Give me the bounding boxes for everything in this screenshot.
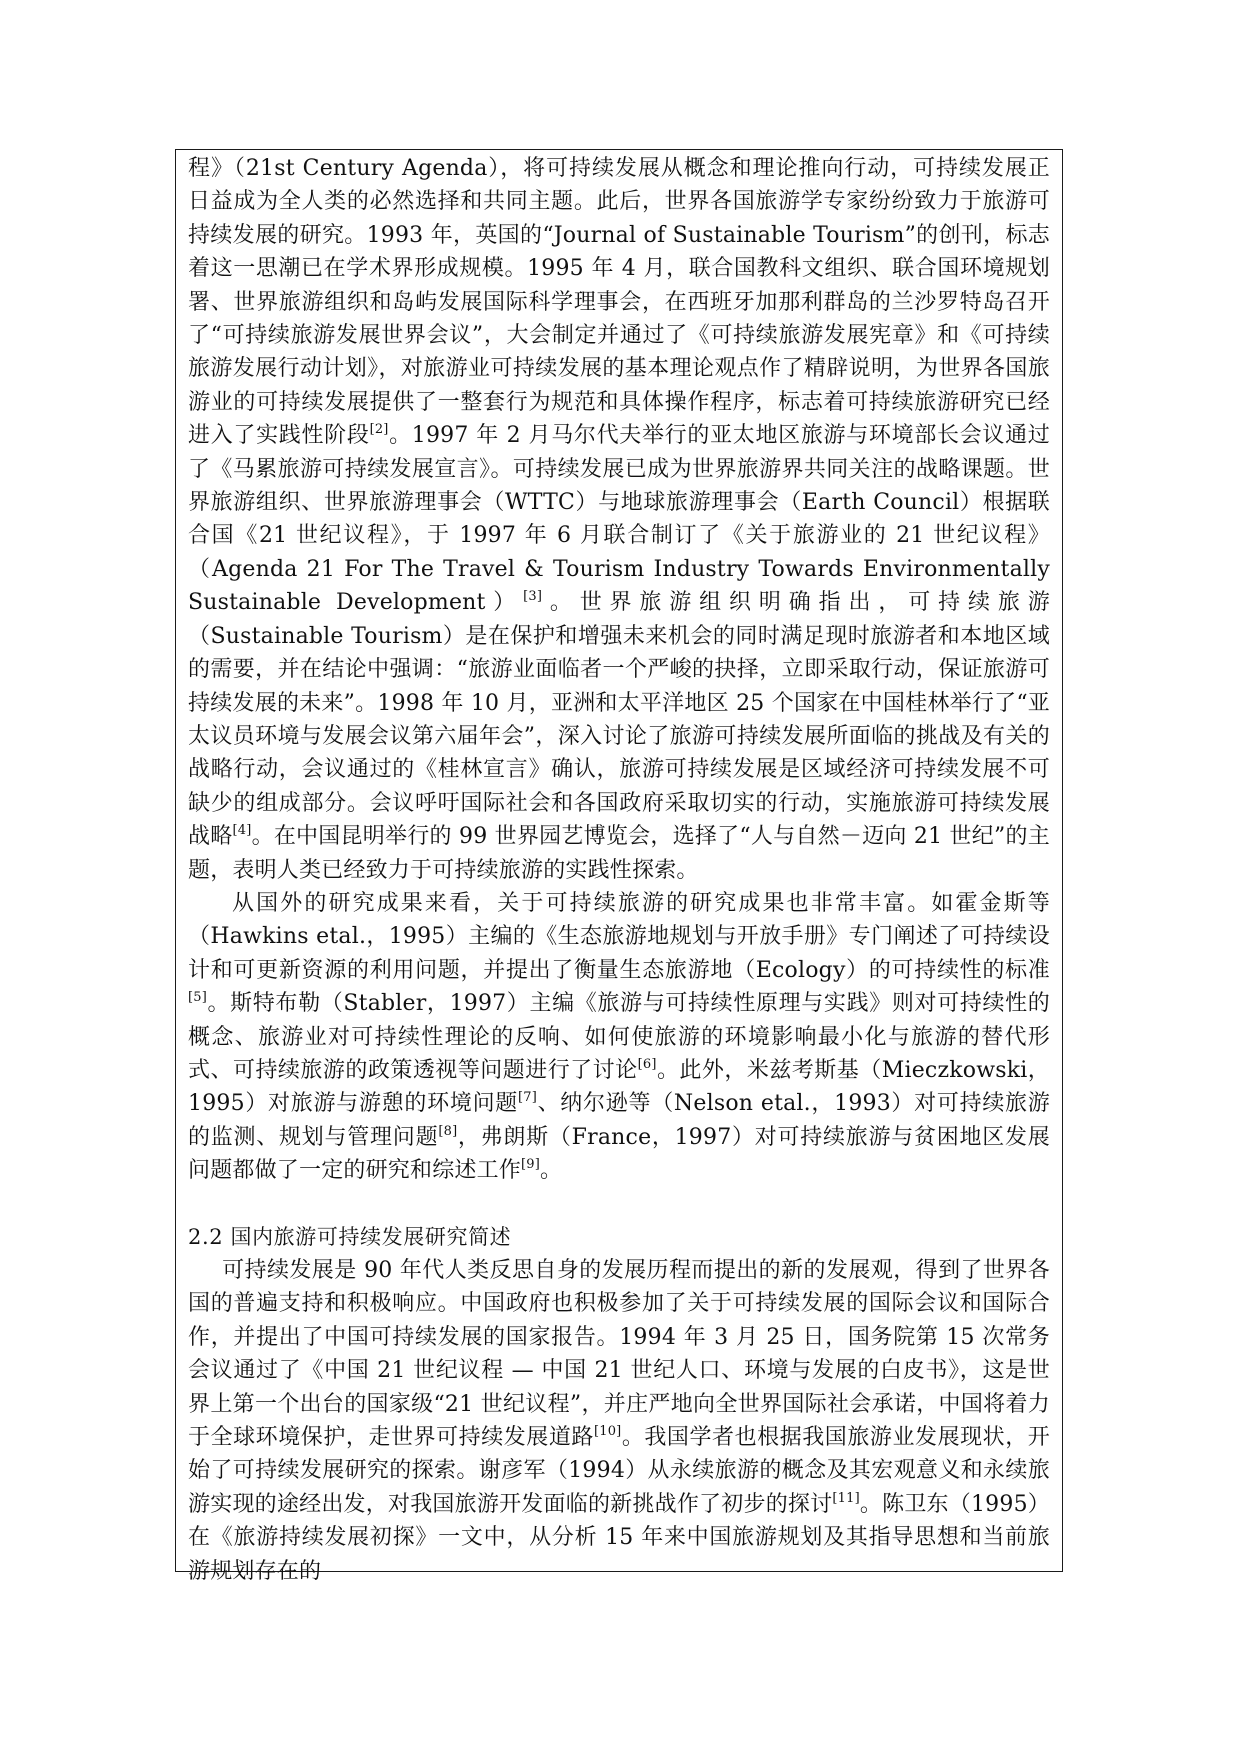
citation-ref: [9] [521, 1157, 541, 1173]
text-segment: ，弗朗斯（France，1997）对可持续旅游与贫困地区发展问题都做了一定的研究和综述工作 [188, 1124, 1050, 1184]
citation-ref: [6] [637, 1056, 657, 1072]
citation-ref: [10] [593, 1424, 622, 1440]
text-segment: 可持续发展是 90 年代人类反思自身的发展历程而提出的新的发展观，得到了世界各国的普遍支持和积极响应。中国政府也积极参加了关于可持续发展的国际会议和国际合作，并提出了中国可持续发展的国家报告。1994 年 3 月 25 日，国务院第 15 次常务会议通过了《中国 21 世纪议程 — 中国 21 世纪人口、环境与发展的白皮书》，这是世界上第一个出台的国家级“21 世纪议程”，并庄严地向全世界国际社会承诺，中国将着力于全球环境保护，走世界可持续发展道路 [188, 1258, 1050, 1451]
text-segment: 从国外的研究成果来看，关于可持续旅游的研究成果也非常丰富。如霍金斯等（Hawkins etal.，1995）主编的《生态旅游地规划与开放手册》专门阐述了可持续设计和可更新资源的利用问题，并提出了衡量生态旅游地（Ecology）的可持续性的标准 [188, 890, 1050, 983]
paragraph-foreign-research [188, 887, 1050, 1188]
text-segment: 。此外，米兹考斯基（Mieczkowski，1995）对旅游与游憩的环境问题 [188, 1057, 1050, 1117]
text-segment: 。我国学者也根据我国旅游业发展现状，开始了可持续发展研究的探索。谢彦军（1994）从永续旅游的概念及其宏观意义和永续旅游实现的途经出发，对我国旅游开发面临的新挑战作了初步的探讨 [188, 1425, 1050, 1517]
document-body [188, 152, 1050, 1588]
paragraph-international-history [188, 152, 1050, 887]
citation-ref: [7] [518, 1090, 538, 1106]
text-segment: 。陈卫东（1995）在《旅游持续发展初探》一文中，从分析 15 年来中国旅游规划及其指导思想和当前旅游规划存在的 [188, 1491, 1050, 1584]
citation-ref: [4] [232, 823, 252, 839]
citation-ref: [2] [369, 422, 389, 438]
citation-ref: [8] [438, 1123, 458, 1139]
text-segment: 。斯特布勒（Stabler，1997）主编《旅游与可持续性原理与实践》则对可持续性的概念、旅游业对可持续性理论的反响、如何使旅游的环境影响最小化与旅游的替代形式、可持续旅游的政策透视等问题进行了讨论 [188, 991, 1050, 1083]
citation-ref: [11] [832, 1490, 860, 1506]
text-segment: 。1997 年 2 月马尔代夫举行的亚太地区旅游与环境部长会议通过了《马累旅游可持续发展宣言》。可持续发展已成为世界旅游界共同关注的战略课题。世界旅游组织、世界旅游理事会（WTTC）与地球旅游理事会（Earth Council）根据联合国《21 世纪议程》，于 1997 年 6 月联合制订了《关于旅游业的 21 世纪议程》（Agenda 21 For The Travel & Tourism Industry Towards Environmentally Sustainable Development） [188, 423, 1050, 616]
text-segment: 程》（21st Century Agenda），将可持续发展从概念和理论推向行动，可持续发展正日益成为全人类的必然选择和共同主题。此后，世界各国旅游学专家纷纷致力于旅游可持续发展的研究。1993 年，英国的“Journal of Sustainable Tourism”的创刊，标志着这一思潮已在学术界形成规模。1995 年 4 月，联合国教科文组织、联合国环境规划署、世界旅游组织和岛屿发展国际科学理事会，在西班牙加那利群岛的兰沙罗特岛召开了“可持续旅游发展世界会议”，大会制定并通过了《可持续旅游发展宪章》和《可持续旅游发展行动计划》，对旅游业可持续发展的基本理论观点作了精辟说明，为世界各国旅游业的可持续发展提供了一整套行为规范和具体操作程序，标志着可持续旅游研究已经进入了实践性阶段 [188, 156, 1050, 449]
text-segment: 、纳尔逊等（Nelson etal.，1993）对可持续旅游的监测、规划与管理问题 [188, 1091, 1050, 1150]
text-segment: 。 [540, 1158, 563, 1184]
section-heading: 2.2 国内旅游可持续发展研究简述 [188, 1224, 512, 1249]
text-segment: 。世界旅游组织明确指出，可持续旅游（Sustainable Tourism）是在保护和增强未来机会的同时满足现时旅游者和本地区域的需要，并在结论中强调：“旅游业面临者一个严峻的抉择，立即采取行动，保证旅游可持续发展的未来”。1998 年 10 月，亚洲和太平洋地区 25 个国家在中国桂林举行了“亚太议员环境与发展会议第六届年会”，深入讨论了旅游可持续发展所面临的挑战及有关的战略行动，会议通过的《桂林宣言》确认，旅游可持续发展是区域经济可持续发展不可缺少的组成部分。会议呼吁国际社会和各国政府采取切实的行动，实施旅游可持续发展战略 [188, 590, 1050, 850]
paragraph-domestic-research [188, 1254, 1050, 1588]
text-segment: 。在中国昆明举行的 99 世界园艺博览会，选择了“人与自然－迈向 21 世纪”的主题，表明人类已经致力于可持续旅游的实践性探索。 [188, 824, 1050, 883]
citation-ref: [3] [523, 589, 543, 605]
citation-ref: [5] [188, 990, 208, 1006]
